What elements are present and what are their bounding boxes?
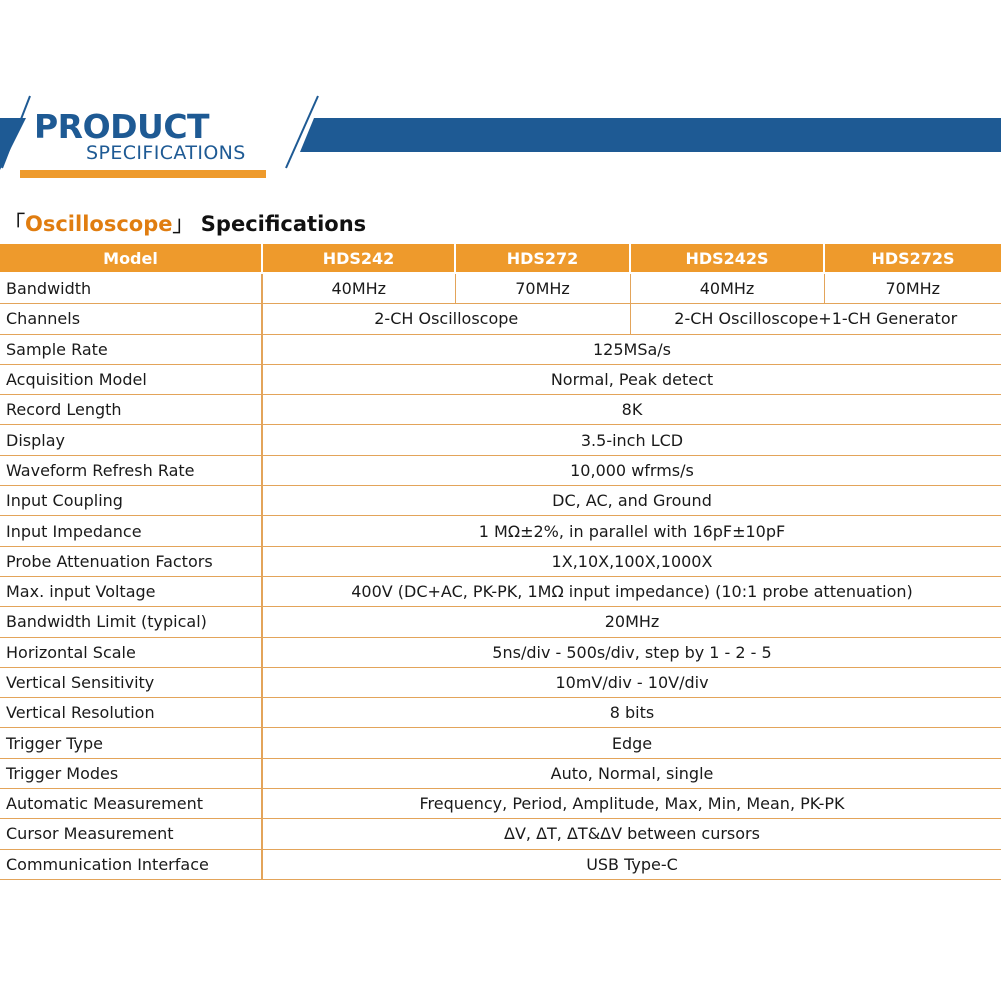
row-label: Trigger Modes xyxy=(0,758,262,788)
row-label: Input Coupling xyxy=(0,486,262,516)
table-row xyxy=(0,698,1001,728)
row-value: Auto, Normal, single xyxy=(262,758,1001,788)
row-label: Channels xyxy=(0,304,262,334)
row-value: 400V (DC+AC, PK-PK, 1MΩ input impedance) (10:1 probe attenuation) xyxy=(262,576,1001,606)
spec-table xyxy=(0,244,1001,880)
header-banner xyxy=(0,0,1001,200)
row-value: 10,000 wfrms/s xyxy=(262,455,1001,485)
row-value: 40MHz xyxy=(262,273,455,304)
section-open-bracket: 「 xyxy=(4,212,25,236)
row-label: Cursor Measurement xyxy=(0,819,262,849)
section-title xyxy=(4,210,366,238)
row-value: 5ns/div - 500s/div, step by 1 - 2 - 5 xyxy=(262,637,1001,667)
row-value: 40MHz xyxy=(630,273,824,304)
row-label: Record Length xyxy=(0,395,262,425)
row-value: USB Type-C xyxy=(262,849,1001,879)
table-row xyxy=(0,425,1001,455)
column-header: HDS242S xyxy=(630,244,824,273)
table-row xyxy=(0,486,1001,516)
table-row xyxy=(0,849,1001,879)
table-row xyxy=(0,395,1001,425)
row-label: Max. input Voltage xyxy=(0,576,262,606)
row-value: DC, AC, and Ground xyxy=(262,486,1001,516)
table-row xyxy=(0,607,1001,637)
section-close-bracket: 」 xyxy=(172,212,194,236)
row-value: 20MHz xyxy=(262,607,1001,637)
table-row xyxy=(0,334,1001,364)
table-row-channels xyxy=(0,304,1001,334)
row-value: 8K xyxy=(262,395,1001,425)
table-row xyxy=(0,576,1001,606)
section-title-text: Specifications xyxy=(200,212,367,236)
row-label: Bandwidth xyxy=(0,273,262,304)
row-value: 70MHz xyxy=(455,273,630,304)
column-header: Model xyxy=(0,244,262,273)
row-value: 2-CH Oscilloscope xyxy=(262,304,630,334)
table-header-row xyxy=(0,244,1001,273)
table-row xyxy=(0,455,1001,485)
row-label: Waveform Refresh Rate xyxy=(0,455,262,485)
row-value: 1X,10X,100X,1000X xyxy=(262,546,1001,576)
table-row xyxy=(0,758,1001,788)
brand-title: PRODUCT xyxy=(34,107,210,146)
row-label: Vertical Sensitivity xyxy=(0,667,262,697)
row-value: 70MHz xyxy=(824,273,1001,304)
row-value: 2-CH Oscilloscope+1-CH Generator xyxy=(630,304,1001,334)
row-label: Acquisition Model xyxy=(0,364,262,394)
row-value: Edge xyxy=(262,728,1001,758)
row-label: Horizontal Scale xyxy=(0,637,262,667)
table-row xyxy=(0,728,1001,758)
row-value: Frequency, Period, Amplitude, Max, Min, Mean, PK-PK xyxy=(262,789,1001,819)
column-header: HDS272S xyxy=(824,244,1001,273)
row-label: Vertical Resolution xyxy=(0,698,262,728)
banner-orange-underline xyxy=(20,170,266,178)
row-value: 8 bits xyxy=(262,698,1001,728)
brand-subtitle: SPECIFICATIONS xyxy=(86,142,246,164)
column-header: HDS242 xyxy=(262,244,455,273)
table-row xyxy=(0,637,1001,667)
row-value: Normal, Peak detect xyxy=(262,364,1001,394)
row-label: Display xyxy=(0,425,262,455)
table-row-bandwidth xyxy=(0,273,1001,304)
table-row xyxy=(0,546,1001,576)
column-header: HDS272 xyxy=(455,244,630,273)
row-label: Input Impedance xyxy=(0,516,262,546)
row-value: 10mV/div - 10V/div xyxy=(262,667,1001,697)
table-row xyxy=(0,667,1001,697)
section-accent-word: Oscilloscope xyxy=(25,212,173,236)
row-label: Sample Rate xyxy=(0,334,262,364)
row-label: Communication Interface xyxy=(0,849,262,879)
row-label: Bandwidth Limit (typical) xyxy=(0,607,262,637)
banner-right-bar xyxy=(300,118,1001,152)
row-label: Probe Attenuation Factors xyxy=(0,546,262,576)
row-value: 3.5-inch LCD xyxy=(262,425,1001,455)
table-row xyxy=(0,364,1001,394)
row-label: Trigger Type xyxy=(0,728,262,758)
row-value: 125MSa/s xyxy=(262,334,1001,364)
row-value: 1 MΩ±2%, in parallel with 16pF±10pF xyxy=(262,516,1001,546)
row-value: ΔV, ΔT, ΔT&ΔV between cursors xyxy=(262,819,1001,849)
table-row xyxy=(0,789,1001,819)
row-label: Automatic Measurement xyxy=(0,789,262,819)
table-row xyxy=(0,516,1001,546)
table-row xyxy=(0,819,1001,849)
